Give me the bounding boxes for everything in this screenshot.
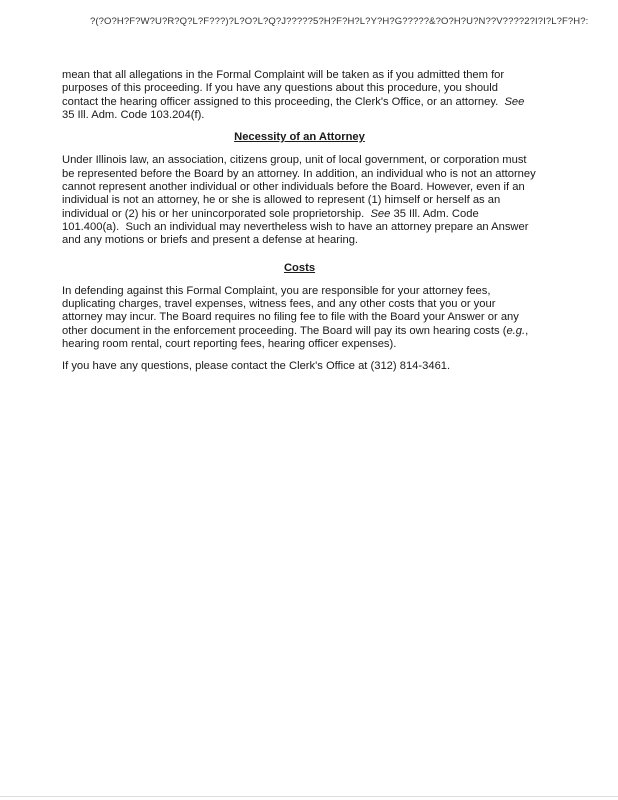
page-bottom-edge xyxy=(0,796,618,797)
costs-text-2: , hearing room rental, court reporting fees, hearing officer expenses). xyxy=(62,324,529,351)
heading-costs: Costs xyxy=(283,261,316,274)
attorney-cite-see: See xyxy=(370,207,391,220)
intro-cite-code: 35 Ill. Adm. Code 103.204(f). xyxy=(62,108,205,121)
intro-paragraph xyxy=(62,69,537,122)
intro-text: mean that all allegations in the Formal Complaint will be taken as if you admitted them for purposes of this proceeding. If you have any questions about this procedure, you should contact the hearing officer assigned to this proceeding, the Clerk's Office, or an attorney. xyxy=(62,69,505,108)
attorney-cite-code: 35 Ill. Adm. Code 101.400(a). xyxy=(62,207,479,233)
contact-paragraph: If you have any questions, please contact the Clerk's Office at (312) 814-3461. xyxy=(62,360,451,373)
attorney-text-2: Such an individual may nevertheless wish to have an attorney prepare an Answer and any motions or briefs and present a defense at hearing. xyxy=(62,220,529,247)
attorney-paragraph xyxy=(62,154,537,247)
costs-paragraph xyxy=(62,285,537,351)
costs-text-1: In defending against this Formal Complaint, you are responsible for your attorney fees, duplicating charges, travel expenses, witness fees, and any other costs that you or your attorney may incur. The Board requires no filing fee to file with the Board your Answer or any other document in the enforcement proceeding. The Board will pay its own hearing costs ( xyxy=(62,284,519,337)
document-body xyxy=(62,69,537,374)
header-garbled-text: ?(?O?H?F?W?U?R?Q?L?F???)?L?O?L?Q?J?????5?H?F?H?L?Y?H?G?????&?O?H?U?N??V????2?I?I?L?F?H?: xyxy=(90,16,589,27)
intro-cite-see: See xyxy=(504,95,525,108)
attorney-text-1: Under Illinois law, an association, citizens group, unit of local government, or corporation must be represented before the Board by an attorney. In addition, an individual who is not an attorney cannot represent another individual or other individuals before the Board. However, even if an individual is not an attorney, he or she is allowed to represent (1) himself or herself as an individual or (2) his or her unincorporated sole proprietorship. xyxy=(62,154,536,220)
heading-necessity-of-attorney: Necessity of an Attorney xyxy=(234,131,365,144)
costs-eg: e.g. xyxy=(506,324,526,337)
